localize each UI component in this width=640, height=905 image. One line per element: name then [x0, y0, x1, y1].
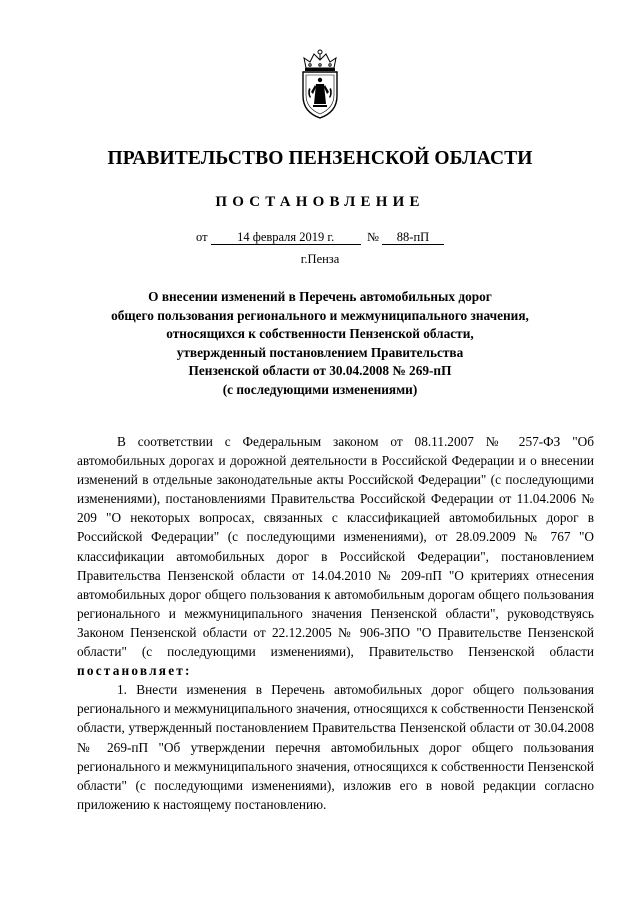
number-prefix: №	[366, 230, 379, 244]
subject-line: относящихся к собственности Пензенской области,	[166, 326, 474, 341]
preamble-paragraph	[77, 432, 594, 680]
subject-line: общего пользования регионального и межмуниципального значения,	[111, 307, 529, 323]
subject-line: О внесении изменений в Перечень автомобильных дорог	[148, 289, 492, 304]
date-number-line	[0, 230, 640, 245]
subject-line: утвержденный постановлением Правительства	[176, 344, 464, 360]
government-title: ПРАВИТЕЛЬСТВО ПЕНЗЕНСКОЙ ОБЛАСТИ	[107, 148, 533, 169]
date-prefix: от	[196, 230, 208, 244]
preamble-text: В соответствии с Федеральным законом от 08.11.2007 № 257-ФЗ "Об автомобильных дорогах и дорожной деятельности в Российской Федерации и о внесении изменений в отдельные законодательные акты Российской Федерации" (с последующими изменениями), постановлениями Правительства Российской Федерации от 11.04.2006 № 209 "О некоторых вопросах, связанных с классификацией автомобильных дорог в Российской Федерации" (с последующими изменениями), от 28.09.2009 № 767 "О классификации автомобильных дорог в Российской Федерации", постановлением Правительства Пензенской области от 14.04.2010 № 209-пП "О критериях отнесения автомобильных дорог общего пользования к автомобильным дорогам общего пользования регионального и межмуниципального значения Пензенской области", руководствуясь Законом Пензенской области от 22.12.2005 № 906-ЗПО "О Правительстве Пензенской области" (с последующими изменениями), Правительство Пензенской области	[77, 434, 594, 660]
subject-line: Пензенской области от 30.04.2008 № 269-пП	[188, 363, 452, 378]
clause-1-paragraph: 1. Внести изменения в Перечень автомобильных дорог общего пользования регионального и межмуниципального значения, относящихся к собственности Пензенской области, утвержденный постановлением Правительства Пензенской области от 30.04.2008 № 269-пП "Об утверждении перечня автомобильных дорог общего пользования регионального и межмуниципального значения, относящихся к собственности Пензенской области" (с последующими изменениями), изложив его в новой редакции согласно приложению к настоящему постановлению.	[77, 682, 594, 812]
document-subject	[60, 288, 580, 399]
document-body	[77, 432, 594, 814]
coat-of-arms-emblem	[298, 48, 342, 120]
subject-line: (с последующими изменениями)	[222, 381, 418, 397]
document-type: ПОСТАНОВЛЕНИЕ	[215, 194, 425, 210]
city-name: г.Пенза	[300, 252, 340, 266]
resolves-word: постановляет:	[77, 663, 192, 679]
document-date: 14 февраля 2019 г.	[211, 230, 361, 245]
document-number: 88-пП	[382, 230, 444, 245]
